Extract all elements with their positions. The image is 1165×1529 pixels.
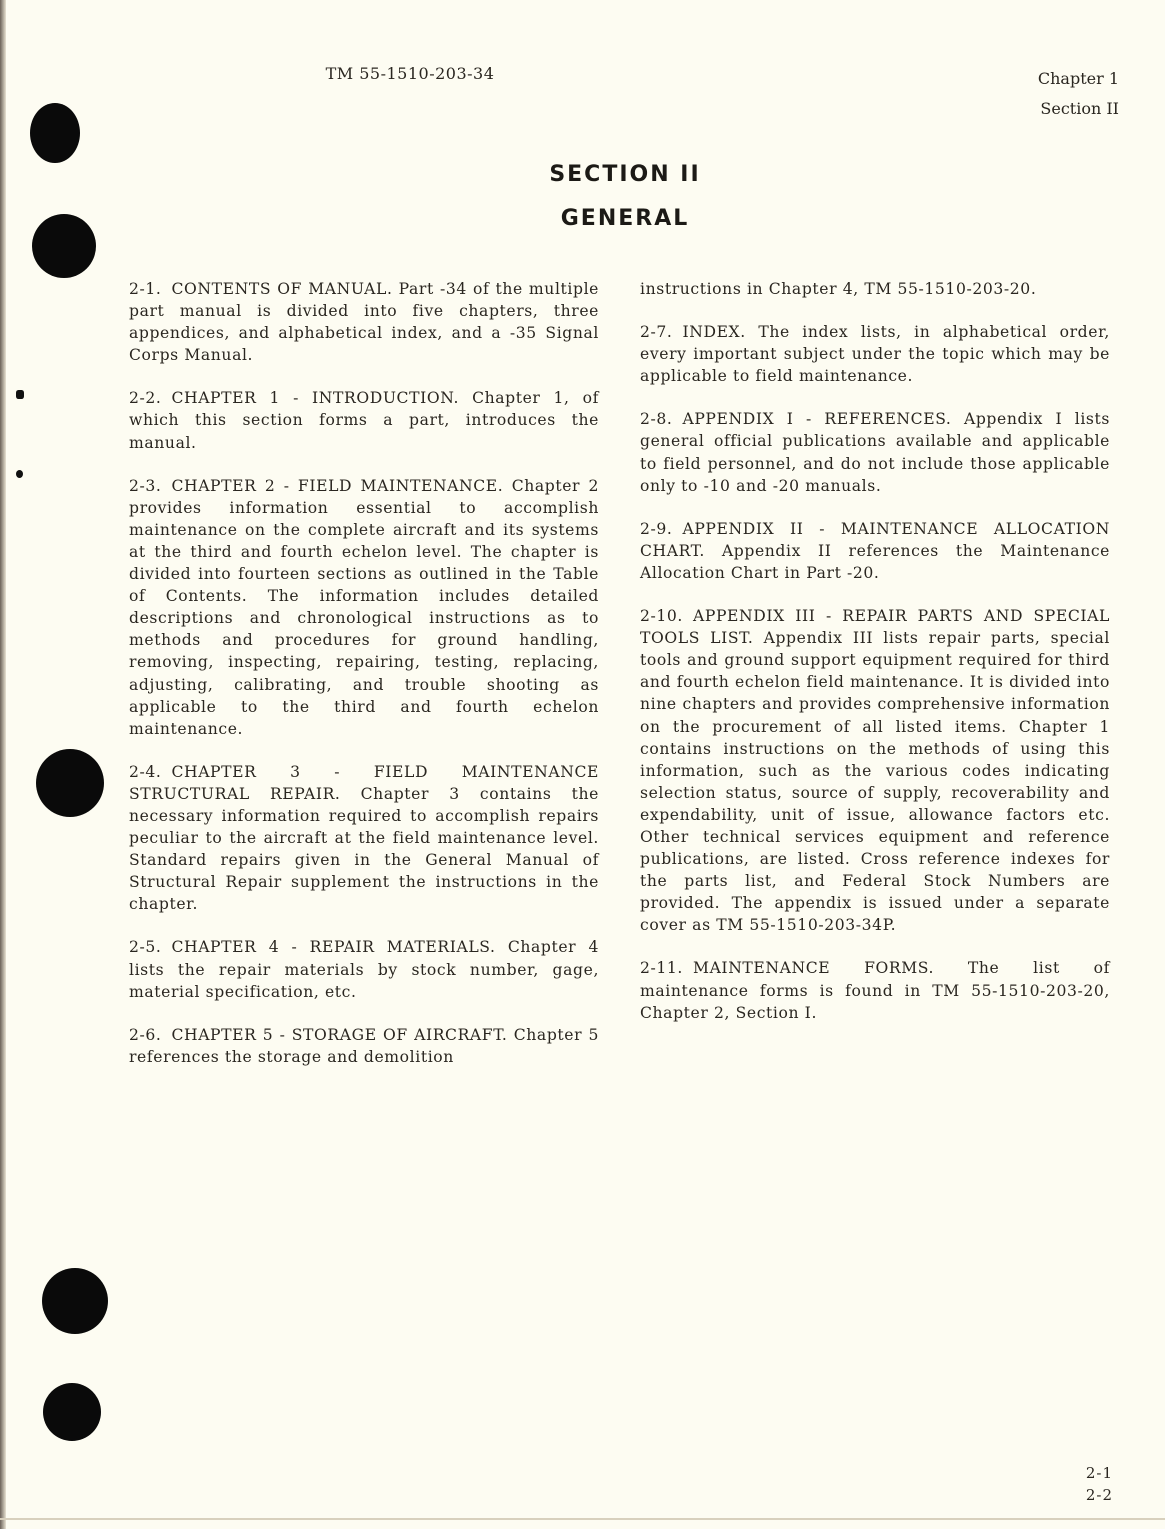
page-number-2: 2-2	[1085, 1486, 1113, 1504]
page-number-1: 2-1	[1085, 1464, 1113, 1482]
paragraph-2-6: 2-6. CHAPTER 5 - STORAGE OF AIRCRAFT. Chapter 5 references the storage and demolition	[129, 1025, 599, 1066]
margin-mark-2	[16, 470, 23, 478]
right-column	[640, 278, 1110, 1045]
margin-mark-1	[16, 390, 24, 399]
section-title: SECTION II	[549, 162, 701, 187]
section-subtitle: GENERAL	[560, 206, 690, 231]
document-number: TM 55-1510-203-34	[325, 64, 495, 83]
punch-hole-3	[36, 749, 104, 817]
paragraph-2-4: 2-4. CHAPTER 3 - FIELD MAINTENANCE STRUCTURAL REPAIR. Chapter 3 contains the necessary information required to accomplish repairs peculiar to the aircraft at the field maintenance level. Standard repairs given in the General Manual of Structural Repair supplement the instructions in the chapter.	[129, 762, 599, 914]
paragraph-2-7: 2-7. INDEX. The index lists, in alphabetical order, every important subject under the topic which may be applicable to field maintenance.	[640, 323, 1110, 386]
paragraph-2-1: 2-1. CONTENTS OF MANUAL. Part -34 of the multiple part manual is divided into five chapters, three appendices, and alphabetical index, and a -35 Signal Corps Manual.	[129, 280, 599, 365]
punch-hole-4	[42, 1268, 108, 1334]
paragraph-2-8: 2-8. APPENDIX I - REFERENCES. Appendix I lists general official publications available and applicable to field personnel, and do not include those applicable only to -10 and -20 manuals.	[640, 410, 1110, 495]
chapter-label: Chapter 1	[1037, 69, 1119, 88]
page-numbers	[1086, 1462, 1113, 1506]
paragraph-2-9: 2-9. APPENDIX II - MAINTENANCE ALLOCATION CHART. Appendix II references the Maintenance Allocation Chart in Part -20.	[640, 519, 1110, 582]
punch-hole-5	[43, 1383, 101, 1441]
paragraph-2-5: 2-5. CHAPTER 4 - REPAIR MATERIALS. Chapter 4 lists the repair materials by stock number, gage, material specification, etc.	[129, 938, 599, 1001]
paragraph-2-11: 2-11. MAINTENANCE FORMS. The list of maintenance forms is found in TM 55-1510-203-20, Chapter 2, Section I.	[640, 959, 1110, 1022]
header-right	[1038, 64, 1119, 124]
paragraph-2-3: 2-3. CHAPTER 2 - FIELD MAINTENANCE. Chapter 2 provides information essential to accomplish maintenance on the complete aircraft and its systems at the third and fourth echelon level. The chapter is divided into fourteen sections as outlined in the Table of Contents. The information includes detailed descriptions and chronological instructions as to methods and procedures for ground handling, removing, inspecting, repairing, testing, replacing, adjusting, calibrating, and trouble shooting as applicable to the third and fourth echelon maintenance.	[129, 476, 599, 738]
page-bottom-edge	[0, 1518, 1165, 1520]
paragraph-2-10: 2-10. APPENDIX III - REPAIR PARTS AND SPECIAL TOOLS LIST. Appendix III lists repair parts, special tools and ground support equipment required for third and fourth echelon field maintenance. It is divided into nine chapters and provides comprehensive information on the procurement of all listed items. Chapter 1 contains instructions on the methods of using this information, such as the various codes indicating selection status, source of supply, recoverability and expendability, unit of issue, allowance factors etc. Other technical services equipment and reference publications, are listed. Cross reference indexes for the parts list, and Federal Stock Numbers are provided. The appendix is issued under a separate cover as TM 55-1510-203-34P.	[640, 607, 1110, 935]
paragraph-2-2: 2-2. CHAPTER 1 - INTRODUCTION. Chapter 1, of which this section forms a part, introduces the manual.	[129, 389, 599, 452]
punch-hole-1	[30, 103, 80, 163]
section-label: Section II	[1040, 99, 1119, 118]
left-column	[129, 278, 599, 1089]
paragraph-2-6-continued: instructions in Chapter 4, TM 55-1510-203-20.	[640, 280, 1037, 298]
